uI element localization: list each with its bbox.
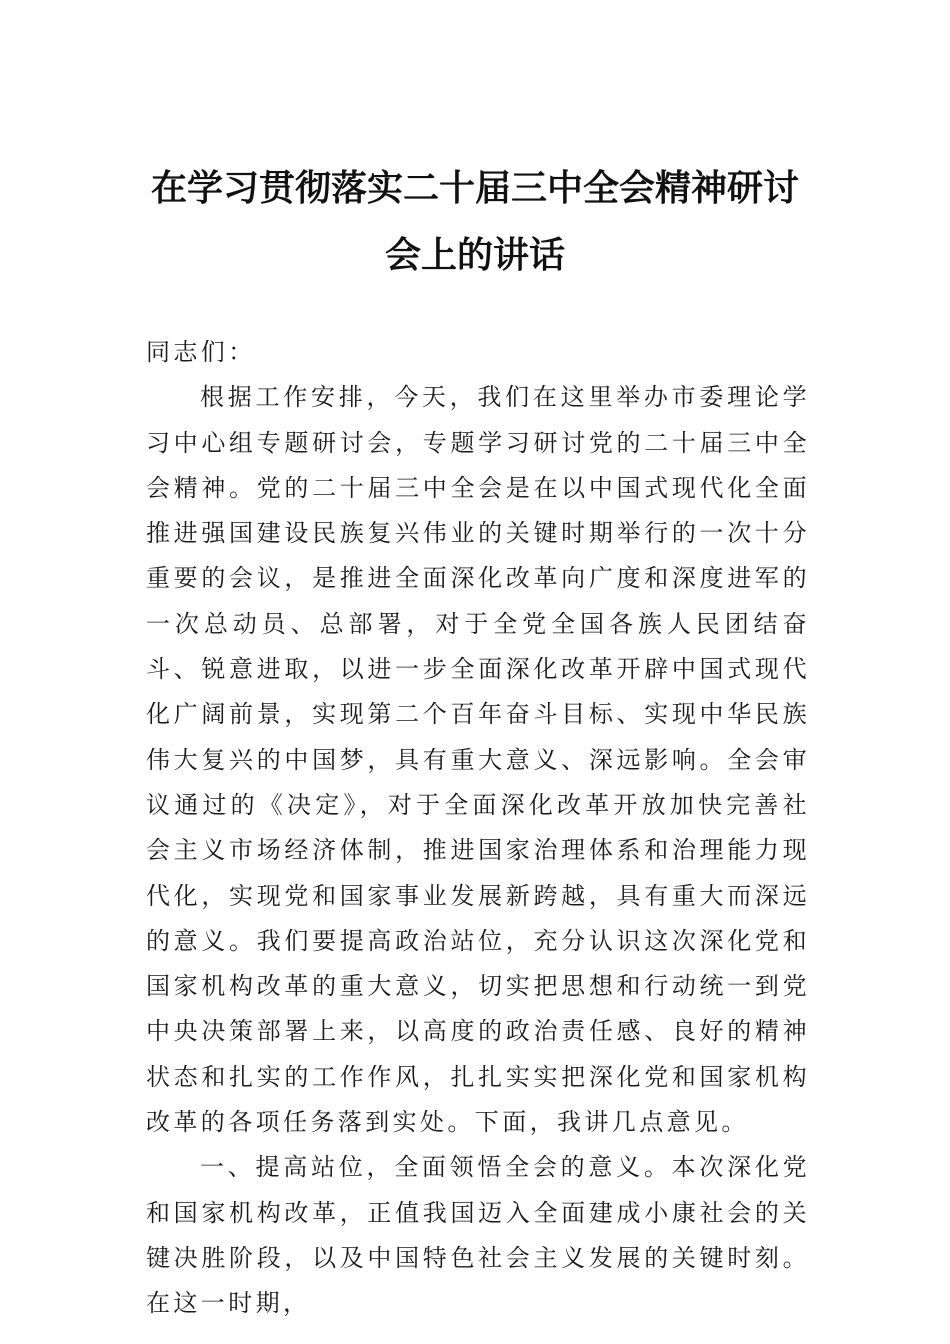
paragraph-1: 根据工作安排，今天，我们在这里举办市委理论学习中心组专题研讨会，专题学习研讨党的二十届三中全会精神。党的二十届三中全会是在以中国式现代化全面推进强国建设民族复兴伟业的关键时期举行的一次十分重要的会议，是推进全面深化改革向广度和深度进军的一次总动员、总部署，对于全党全国各族人民团结奋斗、锐意进取，以进一步全面深化改革开辟中国式现代化广阔前景，实现第二个百年奋斗目标、实现中华民族伟大复兴的中国梦，具有重大意义、深远影响。全会审议通过的《决定》，对于全面深化改革开放加快完善社会主义市场经济体制，推进国家治理体系和治理能力现代化，实现党和国家事业发展新跨越，具有重大而深远的意义。我们要提高政治站位，充分认识这次深化党和国家机构改革的重大意义，切实把思想和行动统一到党中央决策部署上来，以高度的政治责任感、良好的精神状态和扎实的工作作风，扎扎实实把深化党和国家机构改革的各项任务落到实处。下面，我讲几点意见。 xyxy=(146,383,810,1137)
document-title-line-2: 会上的讲话 xyxy=(384,234,565,276)
document-title-line-1: 在学习贯彻落实二十届三中全会精神研讨 xyxy=(150,167,799,209)
paragraph-2: 一、提高站位，全面领悟全会的意义。本次深化党和国家机构改革，正值我国迈入全面建成小康社会的关键决胜阶段，以及中国特色社会主义发展的关键时刻。在这一时期， xyxy=(146,1153,810,1318)
salutation: 同志们： xyxy=(146,338,256,366)
document-body xyxy=(146,330,810,1327)
